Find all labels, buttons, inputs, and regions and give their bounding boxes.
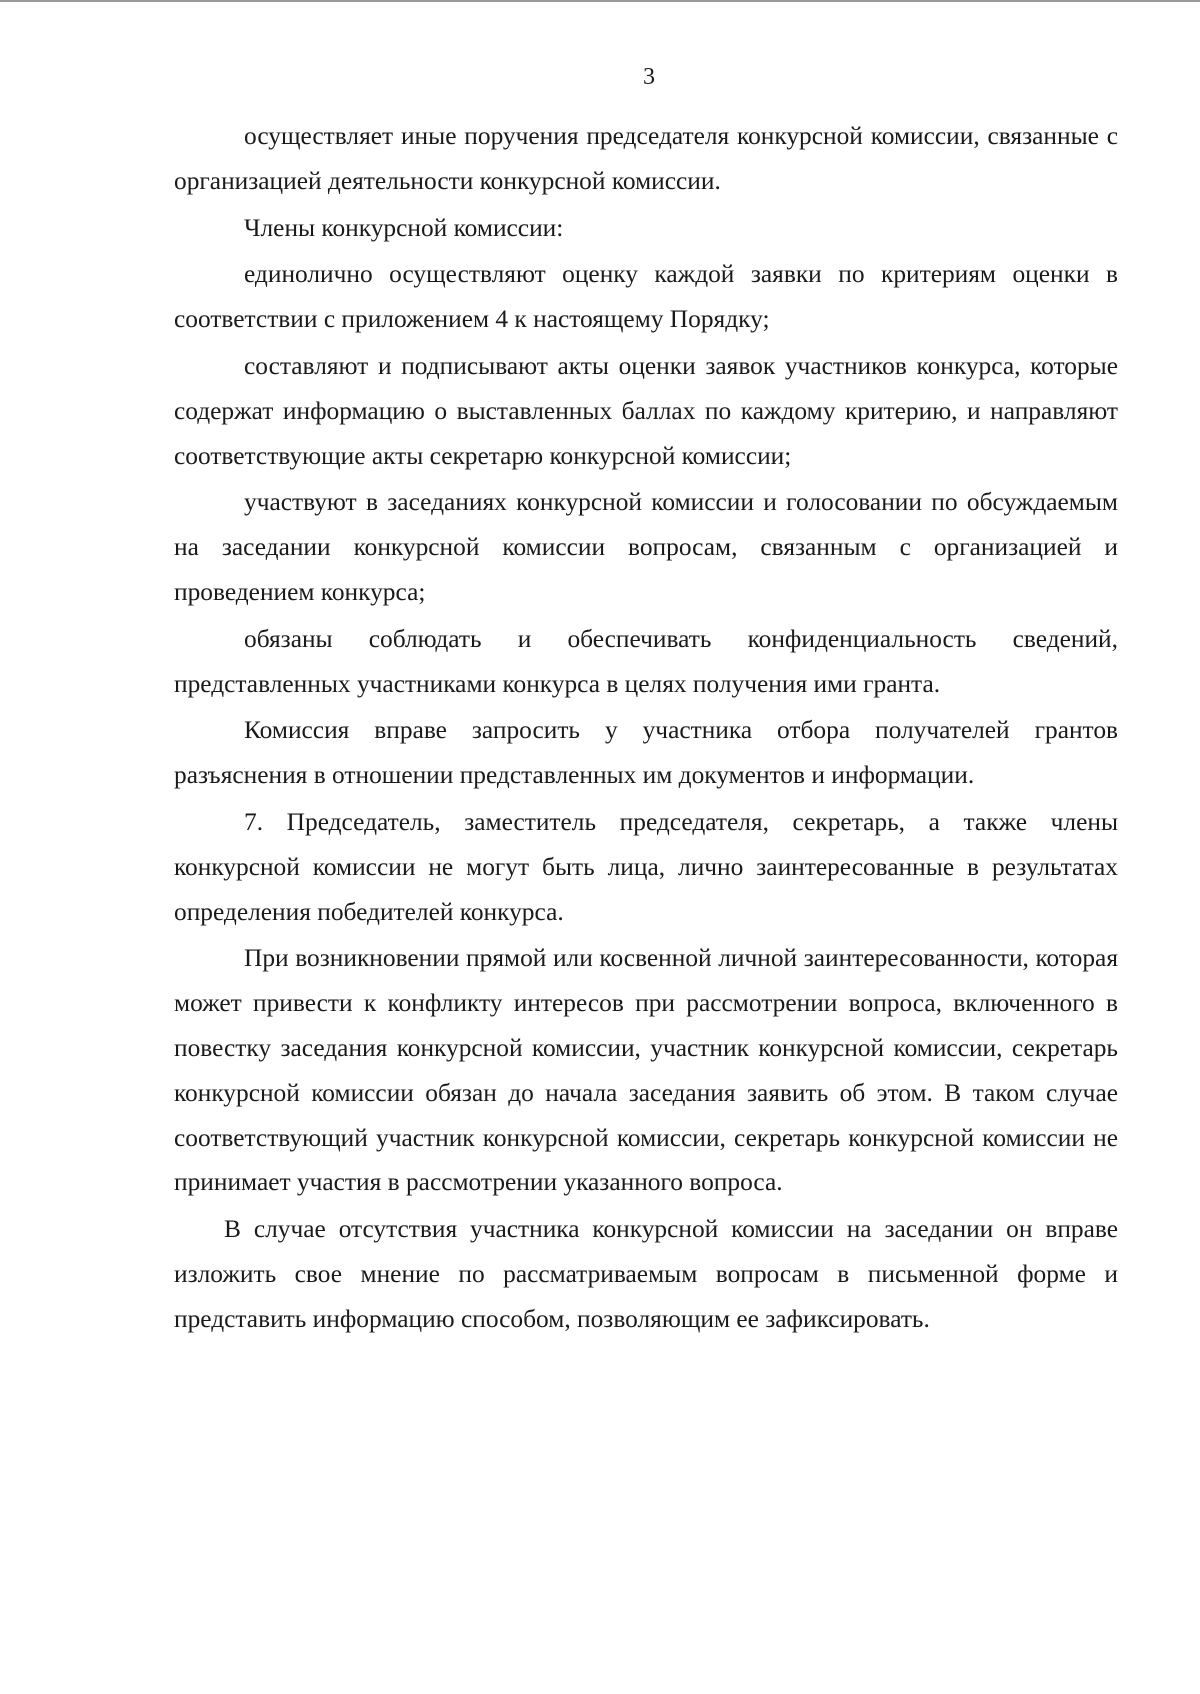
paragraph-continuation: осуществляет иные поручения председателя конкурсной комиссии, связанные с организацией деятельности конкурсной комиссии.	[174, 122, 1118, 195]
paragraph-evaluation: единолично осуществляют оценку каждой заявки по критериям оценки в соответствии с приложением 4 к настоящему Порядку;	[174, 260, 1118, 334]
paragraph-clarification: Комиссия вправе запросить у участника отбора получателей грантов разъяснения в отношении представленных им документов и информации.	[174, 716, 1118, 790]
paragraph-meetings: участвуют в заседаниях конкурсной комиссии и голосовании по обсуждаемым на заседании конкурсной комиссии вопросам, связанным с организацией и проведением конкурса;	[174, 488, 1118, 606]
paragraph-absence: В случае отсутствия участника конкурсной комиссии на заседании он вправе изложить свое мнение по рассматриваемым вопросам в письменной форме и представить информацию способом, позволяющим ее зафиксировать.	[174, 1215, 1118, 1333]
paragraph-conflict-of-interest: При возникновении прямой или косвенной личной заинтересованности, которая может привести к конфликту интересов при рассмотрении вопроса, включенного в повестку заседания конкурсной комиссии, участник конкурсной комиссии, секретарь конкурсной комиссии обязан до начала заседания заявить об этом. В таком случае соответствующий участник конкурсной комиссии, секретарь конкурсной комиссии не принимает участия в рассмотрении указанного вопроса.	[174, 944, 1118, 1197]
paragraph-item-7: 7. Председатель, заместитель председателя, секретарь, а также члены конкурсной комиссии не могут быть лица, лично заинтересованные в результатах определения победителей конкурса.	[174, 807, 1118, 926]
paragraph-confidentiality: обязаны соблюдать и обеспечивать конфиденциальность сведений, представленных участниками конкурса в целях получения ими гранта.	[174, 624, 1118, 698]
paragraph-members-heading: Члены конкурсной комиссии:	[244, 213, 564, 242]
page-number: 3	[643, 64, 655, 90]
paragraph-acts: составляют и подписывают акты оценки заявок участников конкурса, которые содержат информацию о выставленных баллах по каждому критерию, и направляют соответствующие акты секретарю конкурсной комиссии;	[174, 351, 1118, 470]
document-body	[174, 114, 1118, 1342]
